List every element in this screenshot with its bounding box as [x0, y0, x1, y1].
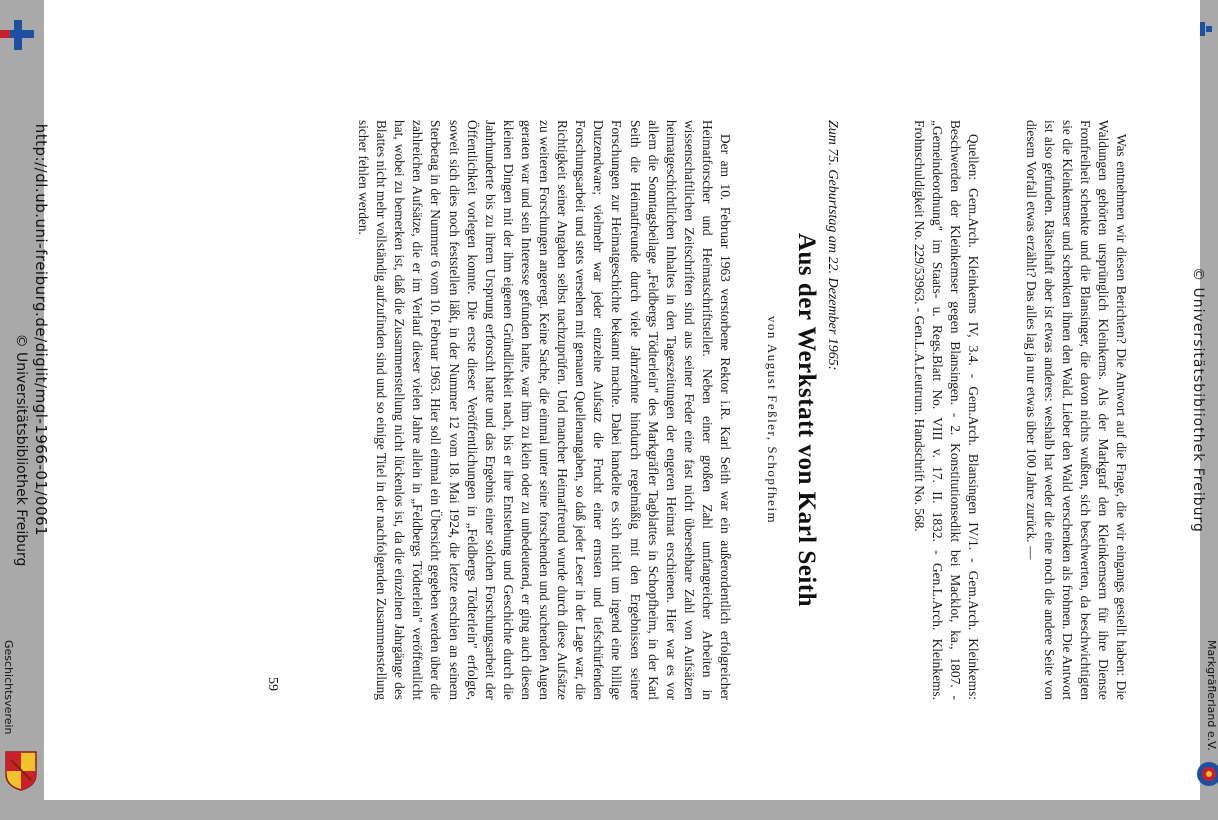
- page-header-cut: © Universitätsbibliothek Freiburg: [1190, 267, 1206, 533]
- brand-label: Markgräflerland e.V.: [1205, 640, 1218, 751]
- emblem-icon: [1196, 755, 1213, 793]
- article-byline: von August Feßler, Schopfheim: [765, 315, 780, 525]
- body-paragraph: Der am 10. Februar 1963 verstorbene Rektor i.R. Karl Seith war ein außerordentlich erfolgreicher Heimatforscher und Heimatschriftsteller. Neben einer großen Zahl umfangreicher Arbeiten in wissenschaftlichen Zeitschriften sind aus seiner Feder eine fast nicht übersehbare Zahl von Aufsätzen heimatgeschichtlichen Inhaltes in den Tageszeitungen der engeren Heimat erschienen. Hier war es vor allem die Sonntagsbeilage „Feldbergs Tödterlein" des Markgräfler Tagblattes in Schopfheim, in der Karl Seith die Heimatfreunde durch viele Jahrzehnte hindurch regelmäßig mit den Ergebnissen seiner Forschungen zur Heimatgeschichte bekannt machte. Dabei handelte es sich nicht um irgend eine billige Dutzendware; vielmehr war jeder einzelne Aufsatz die Frucht einer ernsten und tiefschürfenden Forschungsarbeit und stets versehen mit genauen Quellenangaben, so daß jeder Leser in der Lage war, die Richtigkeit seiner Angaben selbst nachzuprüfen. Und mancher Heimatfreund wurde durch diese Aufsätze zu weiteren Forschungen angeregt. Keine Sache, die einmal unter seine forschenden und suchenden Augen geraten war und sein Interesse gefunden hatte, war ihm zu klein oder zu unbedeutend, er ging auch diesen kleinen Dingen mit der ihm eigenen Gründlichkeit nach, bis er ihre Entstehung und Geschichte durch die Jahrhunderte bis zu ihrem Ursprung erforscht hatte und das Ergebnis einer solchen Forschungsarbeit der Öffentlichkeit vorlegen konnte. Die erste dieser Veröffentlichungen in „Feldbergs Tödterlein" erfolgte, soweit sich dies noch feststellen läßt, in der Nummer 12 vom 18. Mai 1924, die letzte erschien an seinem Sterbetag in der Nummer 6 vom 10. Februar 1963. Hier soll einmal ein Übersicht gegeben werden über die zahlreichen Aufsätze, die er im Verlauf dieser vielen Jahre allein in „Feldbergs Tödterlein" veröffentlicht hat, wobei zu bemerken ist, daß die Zusammenstellung nicht lückenlos ist, da die einzelnen Jahrgänge des Blattes nicht mehr vollständig aufzufinden sind und so einige Titel in der nachfolgenden Zusammenstellung sicher fehlen werden.: [356, 120, 733, 700]
- crest-icon: [3, 750, 39, 792]
- dateline: Zum 75. Geburtstag am 22. Dezember 1965:: [825, 120, 840, 371]
- intro-paragraph: Was entnehmen wir diesen Berichten? Die Antwort auf die Frage, die wir eingangs gestellt haben: Die Waldungen gehörten ursprünglich Kleinkems. Als der Markgraf den Kleinkemsern für ihre Dienste Fronfreiheit schenkte und die Blansinger, die davon nichts wußten, sich beschwerten, da beschwichtigten sie die Kleinkemser und schenkten ihnen den Wald. Lieber den Wald verschenken als frohnen. Die Antwort ist also gefunden. Rätselhaft aber ist etwas anderes: weshalb hat weder die eine noch die andere Seite von diesem Vorfall etwas erzählt? Das alles lag ja nur etwas über 100 Jahre zurück. —: [1023, 120, 1129, 700]
- footer-url-link[interactable]: http://dl.ub.uni-freiburg.de/diglit/mgl-1966-01/0061: [32, 123, 50, 537]
- page-number: 59: [265, 677, 280, 691]
- footer-copyright: © Universitätsbibliothek Freiburg: [13, 333, 29, 567]
- rotated-page-content: [2, 0, 1218, 800]
- library-logo-small-icon: [1198, 20, 1212, 38]
- side-label: Geschichtsverein: [2, 640, 15, 735]
- document-page: [2, 0, 1218, 800]
- article-title: Aus der Werkstatt von Karl Seith: [793, 232, 820, 608]
- library-logo-icon: [0, 14, 36, 54]
- sources-paragraph: Quellen: Gem.Arch. Kleinkems IV, 3.4. - Gem.Arch. Blansingen IV/1. - Gem.Arch. Kleinkems: Beschwerden der Kleinkemser gegen Blansingen. - 2. Konstitutionsedikt bei Macklot, ka., 1807. - „Gemeindeordnung" im Staats- u. Regs.Blatt No. VIII v. 17. II. 1832. - Gen.L.Arch. Kleinkems. Frohnschuldigkeit No. 229/53963. - Gen.L.A.Leutrum. Handschrift No. 568.: [911, 120, 981, 700]
